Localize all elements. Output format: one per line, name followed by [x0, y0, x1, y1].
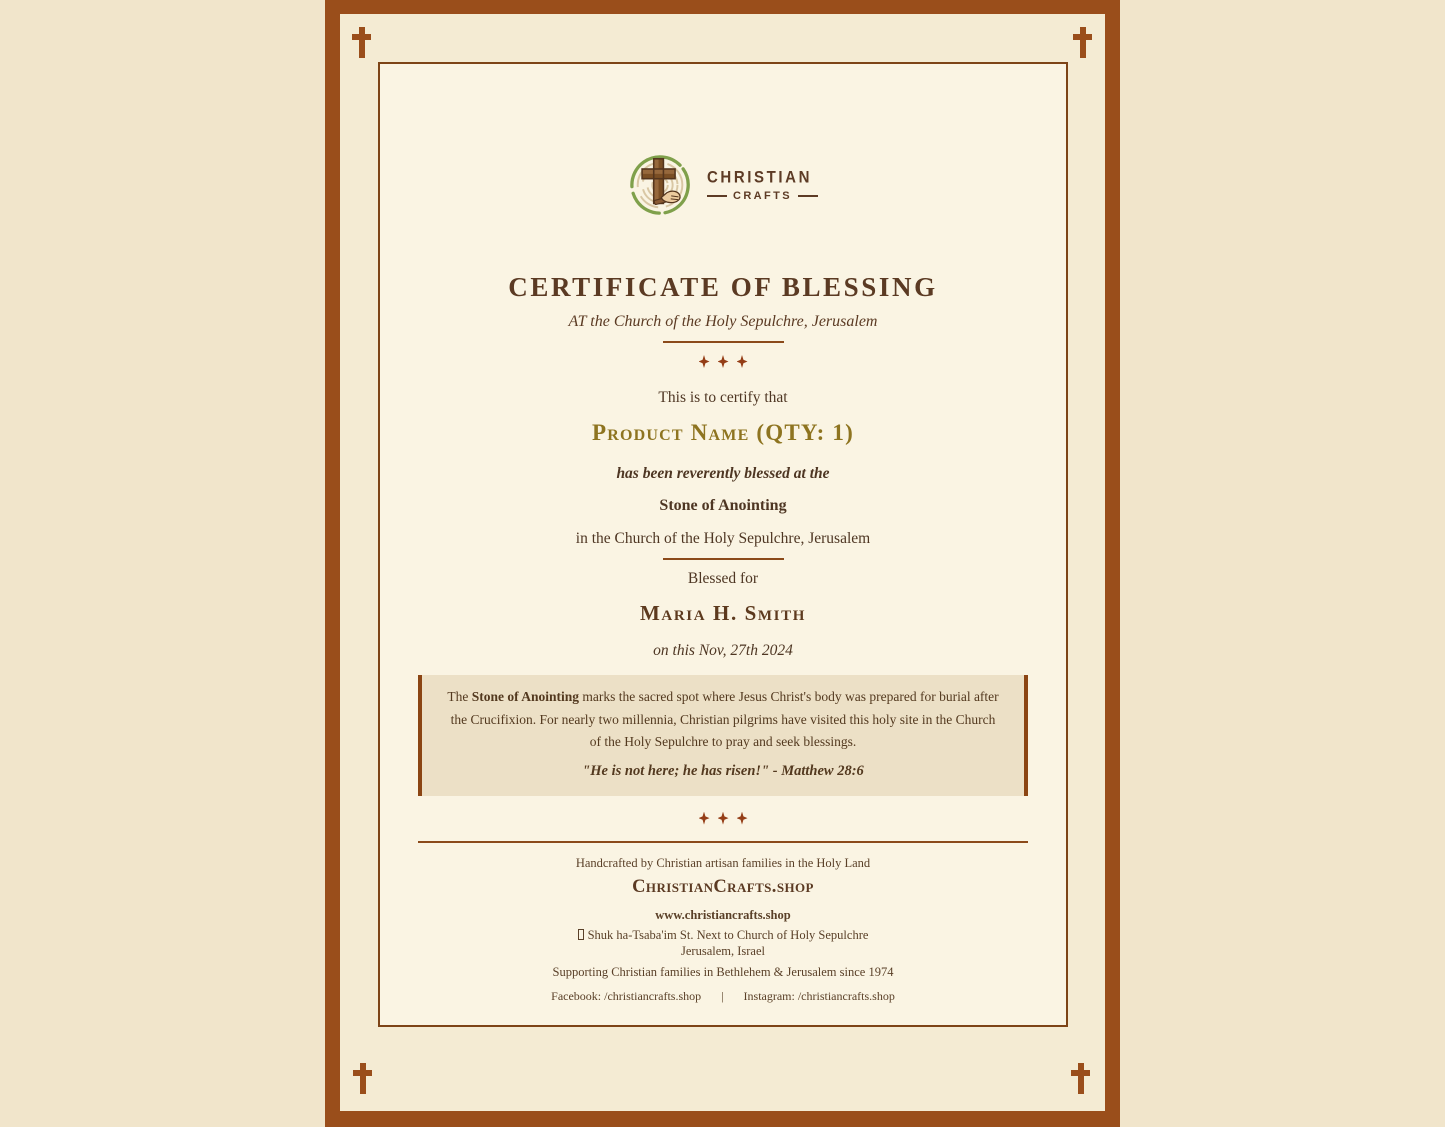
- info-text-prefix: The: [447, 689, 472, 704]
- recipient-name: Maria H. Smith: [640, 601, 806, 625]
- certificate-body: [378, 62, 1068, 1027]
- social-separator: |: [721, 988, 724, 1003]
- scripture-quote: "He is not here; he has risen!" - Matthew 28:6: [582, 762, 864, 779]
- diamond-icon: [737, 812, 748, 825]
- address-line-1: [380, 928, 1066, 943]
- christian-crafts-logo-icon: [628, 152, 694, 218]
- brand-logo: [380, 152, 1066, 218]
- brand-name-bottom-label: CRAFTS: [732, 189, 792, 202]
- certify-line: This is to certify that: [658, 389, 788, 406]
- supporting-line: Supporting Christian families in Bethlehem & Jerusalem since 1974: [552, 964, 894, 979]
- handcrafted-line: Handcrafted by Christian artisan families in the Holy Land: [575, 855, 871, 870]
- social-line: [380, 989, 1066, 1004]
- corner-cross-icon-bottom-right: [1071, 1063, 1090, 1094]
- product-name: Product Name (QTY: 1): [592, 420, 854, 445]
- info-text-suffix: marks the sacred spot where Jesus Christ's body was prepared for burial after the Crucifixion. For nearly two millennia, Christian pilgrims have visited this holy site in the Church of the Holy Sepulchre to pray and seek blessings.: [450, 689, 999, 750]
- dash-rule-icon: [707, 195, 727, 197]
- missing-glyph-icon: [578, 929, 584, 940]
- corner-cross-icon-top-left: [352, 27, 371, 58]
- diamond-icon: [737, 355, 748, 368]
- certificate-title: CERTIFICATE OF BLESSING: [508, 272, 938, 302]
- holy-site-name: Stone of Anointing: [659, 497, 787, 514]
- info-text-bold: Stone of Anointing: [471, 689, 579, 704]
- footer-divider-rule: [418, 841, 1028, 843]
- divider-rule: [663, 341, 784, 343]
- diamond-ornament: [380, 812, 1066, 825]
- corner-cross-icon-bottom-left: [353, 1063, 372, 1094]
- info-paragraph: [444, 686, 1002, 754]
- corner-cross-icon-top-right: [1073, 27, 1092, 58]
- diamond-icon: [718, 355, 729, 368]
- address-line-2: Jerusalem, Israel: [681, 943, 765, 958]
- website-url: www.christiancrafts.shop: [655, 907, 791, 922]
- blessing-line: has been reverently blessed at the: [616, 465, 830, 482]
- info-box: [418, 675, 1028, 796]
- dash-rule-icon: [798, 195, 818, 197]
- location-line: in the Church of the Holy Sepulchre, Jerusalem: [575, 530, 871, 547]
- diamond-icon: [699, 355, 710, 368]
- brand-name-bottom: [707, 190, 818, 202]
- brand-name-top: CHRISTIAN: [706, 167, 813, 187]
- facebook-handle: Facebook: /christiancrafts.shop: [551, 988, 702, 1003]
- certificate-frame: [325, 0, 1120, 1127]
- divider-rule: [663, 558, 784, 560]
- certificate-mat: [340, 14, 1105, 1111]
- diamond-icon: [718, 812, 729, 825]
- brand-wordmark-block: [707, 169, 818, 202]
- diamond-ornament: [380, 355, 1066, 368]
- diamond-icon: [699, 812, 710, 825]
- instagram-handle: Instagram: /christiancrafts.shop: [743, 988, 895, 1003]
- address-line-1-text: Shuk ha-Tsaba'im St. Next to Church of Holy Sepulchre: [587, 927, 869, 942]
- footer-brand-wordmark: ChristianCrafts.shop: [632, 876, 814, 897]
- blessing-date: on this Nov, 27th 2024: [653, 642, 793, 659]
- certificate-subtitle: AT the Church of the Holy Sepulchre, Jerusalem: [568, 313, 878, 330]
- blessed-for-label: Blessed for: [687, 570, 759, 587]
